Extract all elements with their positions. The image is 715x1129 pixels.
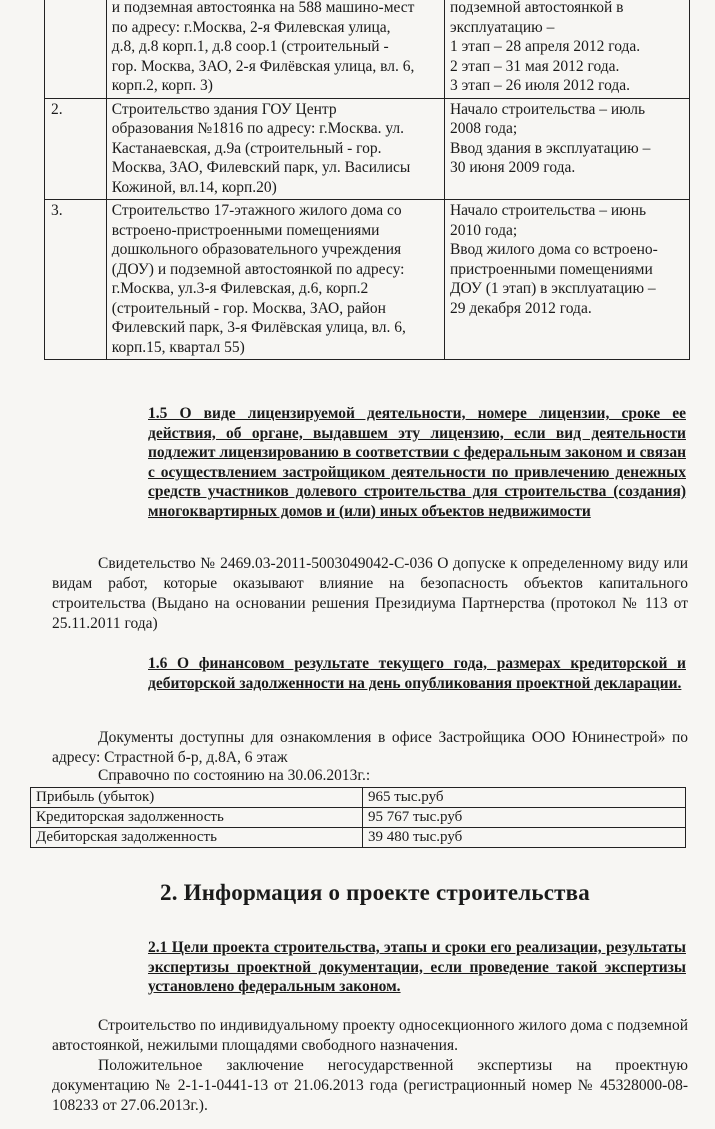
terms-line: эксплуатацию – bbox=[449, 18, 555, 36]
description-line: (ДОУ) и подземной автостоянкой по адресу: bbox=[111, 260, 405, 278]
description-line: Строительство 17-этажного жилого дома со bbox=[111, 202, 402, 219]
description-line: корп.2, корп. 3) bbox=[111, 77, 213, 94]
terms-line: ДОУ (1 этап) в эксплуатацию – bbox=[449, 280, 656, 297]
description-line: корп.15, квартал 55) bbox=[111, 338, 245, 356]
terms-line: Начало строительства – июль bbox=[449, 100, 646, 118]
description-line: образования №1816 по адресу: г.Москва. ул. bbox=[111, 120, 405, 137]
finance-label: Кредиторская задолженность bbox=[31, 808, 363, 828]
project-terms bbox=[444, 200, 689, 360]
finance-label: Дебиторская задолженность bbox=[31, 828, 363, 848]
section-2-1-para-2: Положительное заключение негосударственной экспертизы на проектную документацию № 2-1-1-0441-13 от 21.06.2013 года (регистрационный номер № 45328000-08-108233 от 27.06.2013г.). bbox=[52, 1057, 688, 1114]
description-line: Строительство здания ГОУ Центр bbox=[111, 100, 337, 118]
section-2-1-para-1: Строительство по индивидуальному проекту односекционного жилого дома с подземной автостоянкой, нежилыми площадями свободного назначения. bbox=[52, 1017, 688, 1054]
description-line: Москва, ЗАО, Филевский парк, ул. Василисы bbox=[111, 159, 411, 176]
terms-line: 2008 года; bbox=[449, 120, 518, 137]
finance-label: Прибыль (убыток) bbox=[31, 788, 363, 808]
terms-line: 2 этап – 31 мая 2012 года. bbox=[449, 57, 620, 75]
section-1-6-body: Документы доступны для ознакомления в офисе Застройщика ООО Юнинестрой» по адресу: Страстной б-р, д.8А, 6 этаж bbox=[52, 729, 688, 766]
finance-row bbox=[31, 828, 686, 848]
terms-line: подземной автостоянкой в bbox=[449, 0, 624, 16]
terms-line: 30 июня 2009 года. bbox=[449, 159, 576, 176]
description-line: (строительный - гор. Москва, ЗАО, район bbox=[111, 299, 386, 317]
table-row bbox=[45, 98, 690, 200]
project-terms bbox=[444, 0, 689, 98]
finance-value: 965 тыс.руб bbox=[363, 788, 686, 808]
terms-line: пристроенными помещениями bbox=[449, 260, 653, 278]
project-terms bbox=[444, 98, 689, 200]
description-line: по адресу: г.Москва, 2-я Филевская улица, bbox=[111, 18, 391, 36]
terms-line: Ввод жилого дома со встроено- bbox=[449, 241, 658, 258]
projects-table bbox=[44, 0, 690, 360]
section-1-5-body: Свидетельство № 2469.03-2011-5003049042-С-036 О допуске к определенному виду или видам работ, которые оказывают влияние на безопасность объектов капитального строительства (Выдано на основании решения Президиума Партнерства (протокол № 113 от 25.11.2011 года) bbox=[52, 555, 688, 632]
project-description bbox=[106, 200, 444, 360]
row-number: 2. bbox=[45, 98, 107, 200]
project-description bbox=[106, 98, 444, 200]
terms-line: 1 этап – 28 апреля 2012 года. bbox=[449, 38, 641, 55]
description-line: Кастанаевская, д.9а (строительный - гор. bbox=[111, 139, 382, 157]
section-1-5-heading: 1.5 О виде лицензируемой деятельности, номере лицензии, сроке ее действия, об органе, выдавшем эту лицензию, если вид деятельности подлежит лицензированию в соответствии с федеральным законом и связан с осуществлением застройщиком деятельности по привлечению денежных средств участников долевого строительства для строительства (создания) многоквартирных домов и (или) иных объектов недвижимости bbox=[148, 405, 686, 520]
row-number: 3. bbox=[45, 200, 107, 360]
finance-value: 39 480 тыс.руб bbox=[363, 828, 686, 848]
terms-line: 2010 года; bbox=[449, 221, 518, 239]
chapter-2-title: 2. Информация о проекте строительства bbox=[160, 880, 590, 905]
terms-line: Начало строительства – июнь bbox=[449, 202, 647, 219]
project-description bbox=[106, 0, 444, 98]
finance-row bbox=[31, 788, 686, 808]
as-of-note: Справочно по состоянию на 30.06.2013г.: bbox=[98, 767, 371, 784]
description-line: д.8, д.8 корп.1, д.8 соор.1 (строительный - bbox=[111, 38, 389, 55]
description-line: дошкольного образовательного учреждения bbox=[111, 241, 402, 258]
terms-line: Ввод здания в эксплуатацию – bbox=[449, 139, 651, 157]
section-1-6-heading: 1.6 О финансовом результате текущего года, размерах кредиторской и дебиторской задолженности на день опубликования проектной декларации. bbox=[148, 655, 686, 692]
description-line: и подземная автостоянка на 588 машино-мест bbox=[111, 0, 415, 16]
terms-line: 3 этап – 26 июля 2012 года. bbox=[449, 77, 631, 94]
description-line: Кожиной, вл.14, корп.20) bbox=[111, 178, 277, 196]
row-number bbox=[45, 0, 107, 98]
description-line: г.Москва, ул.3-я Филевская, д.6, корп.2 bbox=[111, 280, 369, 297]
finance-row bbox=[31, 808, 686, 828]
table-row bbox=[45, 200, 690, 360]
finance-table bbox=[30, 787, 686, 848]
section-2-1-heading: 2.1 Цели проекта строительства, этапы и сроки его реализации, результаты экспертизы проектной документации, если проведение такой экспертизы установлено федеральным законом. bbox=[148, 939, 686, 995]
finance-value: 95 767 тыс.руб bbox=[363, 808, 686, 828]
table-row bbox=[45, 0, 690, 98]
terms-line: 29 декабря 2012 года. bbox=[449, 299, 592, 317]
description-line: Филевский парк, 3-я Филёвская улица, вл. 6, bbox=[111, 319, 406, 336]
description-line: гор. Москва, ЗАО, 2-я Филёвская улица, вл. 6, bbox=[111, 57, 415, 75]
description-line: встроено-пристроенными помещениями bbox=[111, 221, 380, 239]
